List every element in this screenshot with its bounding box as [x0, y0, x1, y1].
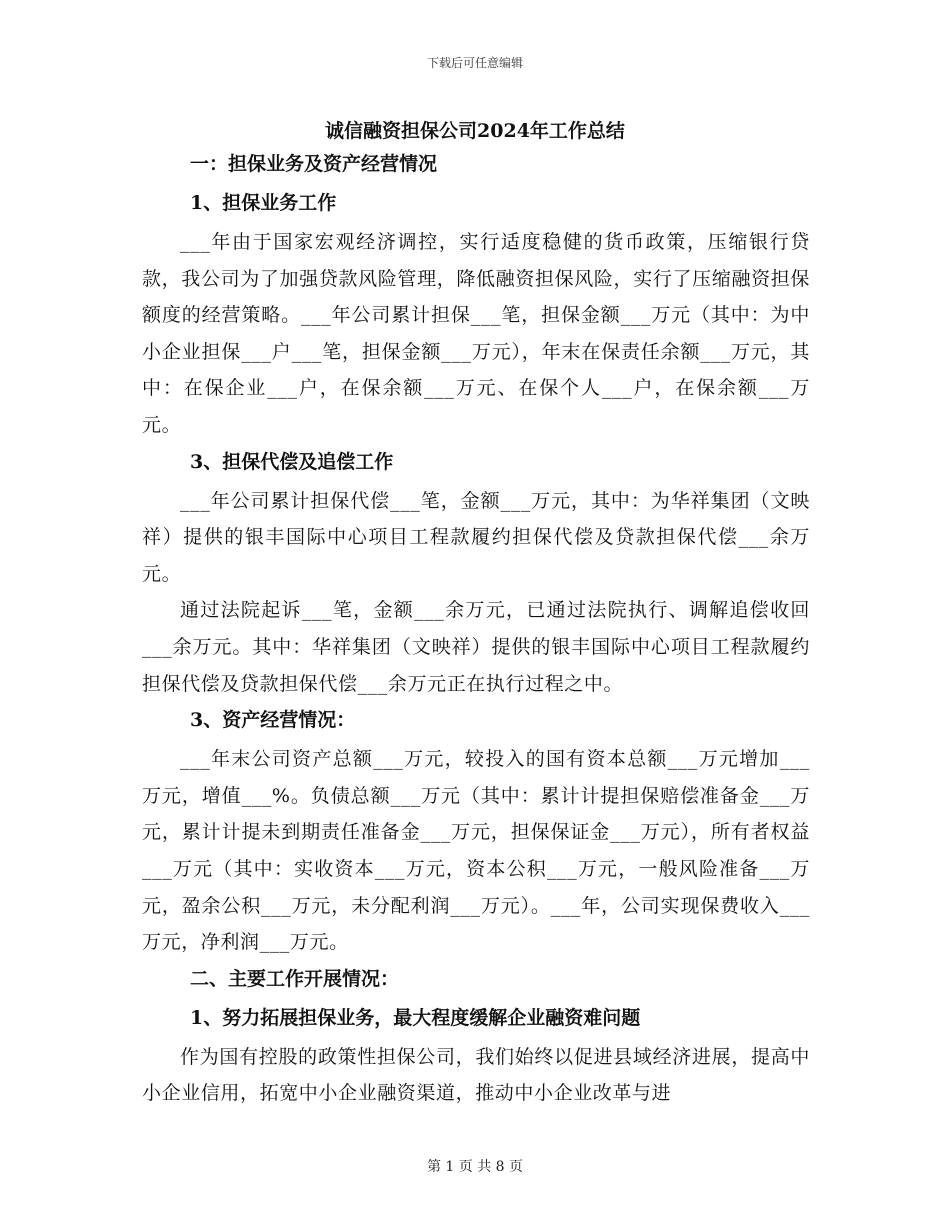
subsection-heading-expand-business: 1、努力拓展担保业务，最大程度缓解企业融资难问题 — [190, 1006, 641, 1029]
section-heading-1: 一：担保业务及资产经营情况 — [190, 153, 438, 175]
subsection-heading-compensation: 3、担保代偿及追偿工作 — [190, 450, 394, 473]
subsection-heading-assets: 3、资产经营情况： — [190, 709, 356, 732]
paragraph-expand-business: 作为国有控股的政策性担保公司，我们始终以促进县域经济进展，提高中小企业信用，拓宽中小企业融资渠道，推动中小企业改革与进 — [142, 1045, 810, 1105]
document-body — [142, 146, 810, 1112]
paragraph-assets: ___年末公司资产总额___万元，较投入的国有资本总额___万元增加___万元，增值___%。负债总额___万元（其中：累计计提担保赔偿准备金___万元，累计计提未到期责任准备金___万元，担保保证金___万元），所有者权益___万元（其中：实收资本___万元，资本公积___万元，一般风险准备___万元，盈余公积___万元，未分配利润___万元）。___年，公司实现保费收入___万元，净利润___万元。 — [142, 748, 810, 954]
paragraph-compensation: ___年公司累计担保代偿___笔，金额___万元，其中：为华祥集团（文映祥）提供的银丰国际中心项目工程款履约担保代偿及贷款担保代偿___余万元。 — [142, 489, 810, 585]
header-note: 下载后可任意编辑 — [426, 56, 523, 70]
paragraph-recovery: 通过法院起诉___笔，金额___余万元，已通过法院执行、调解追偿收回___余万元。其中：华祥集团（文映祥）提供的银丰国际中心项目工程款履约担保代偿及贷款担保代偿___余万元正在执行过程之中。 — [142, 599, 810, 695]
subsection-heading-guarantee-business: 1、担保业务工作 — [190, 192, 337, 214]
section-heading-2: 二、主要工作开展情况： — [190, 967, 400, 990]
paragraph-guarantee-business: ___年由于国家宏观经济调控，实行适度稳健的货币政策，压缩银行贷款，我公司为了加强贷款风险管理，降低融资担保风险，实行了压缩融资担保额度的经营策略。___年公司累计担保___笔，担保金额___万元（其中：为中小企业担保___户___笔，担保金额___万元），年末在保责任余额___万元，其中：在保企业___户，在保余额___万元、在保个人___户，在保余额___万元。 — [142, 231, 810, 436]
page-title: 诚信融资担保公司2024年工作总结 — [325, 120, 625, 142]
page-footer: 第 1 页 共 8 页 — [426, 1159, 524, 1175]
